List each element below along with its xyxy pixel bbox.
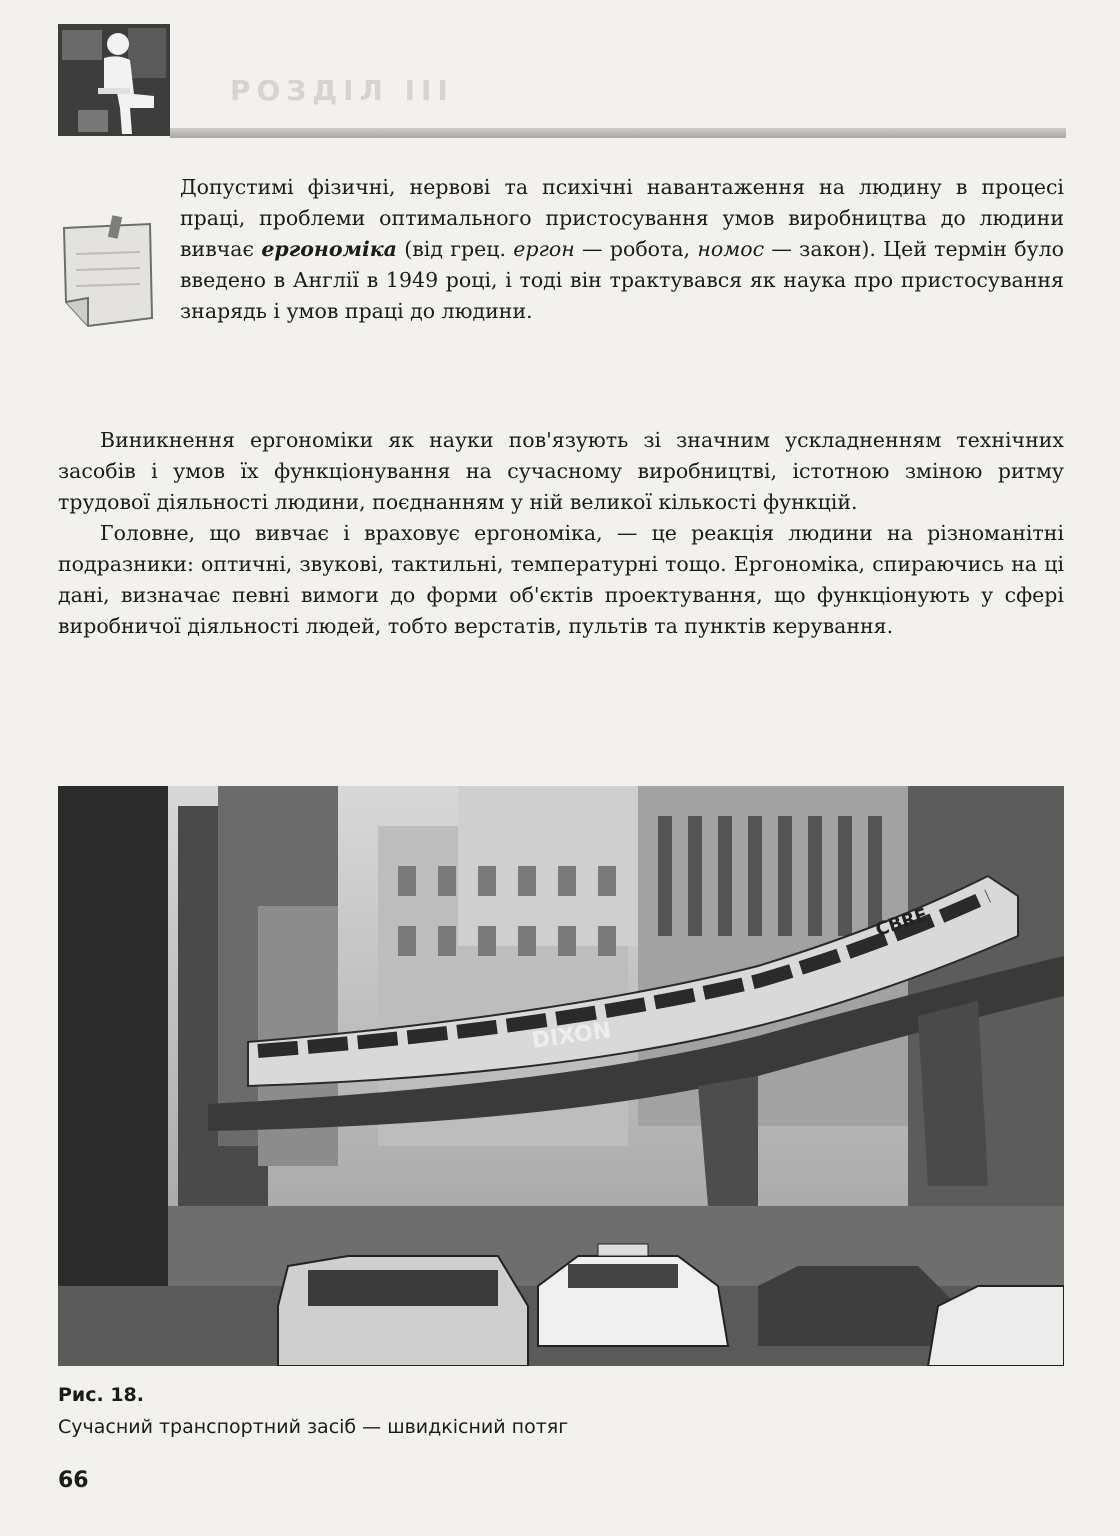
term-ergonomics: ергономіка: [261, 237, 397, 261]
greek-word-ergon: ергон: [513, 237, 575, 261]
definition-text-2: (від грец.: [396, 237, 514, 261]
header-divider: [170, 128, 1066, 138]
body-paragraph-2: Головне, що вивчає і враховує ергономіка, — це реакція людини на різноманітні подразники: оптичні, звукові, тактильні, температурні тощо. Ергономіка, спираючись на ці дані, визначає певні вимоги до форми об'єктів проектування, що функціонують у сфері виробничої діяльності людей, тобто верстатів, пультів та пунктів керування.: [58, 521, 1064, 638]
section-title: РОЗДІЛ ІІІ: [230, 74, 454, 107]
definition-paragraph: [180, 172, 1064, 327]
definition-text-3: — робота,: [574, 237, 698, 261]
figure-number: Рис. 18.: [58, 1384, 144, 1406]
page-number: 66: [58, 1468, 89, 1493]
monorail-photo: [58, 786, 1064, 1366]
greek-word-nomos: номос: [697, 237, 765, 261]
monorail-illustration: [58, 786, 1064, 1366]
train-ad-cbre: CBRE: [873, 904, 931, 941]
main-text: [58, 425, 1064, 642]
seated-person-icon: [58, 24, 170, 136]
pinned-note-icon: [58, 214, 158, 330]
train-ad-dixon: DIXON: [530, 1018, 613, 1054]
definition-text-1: Допустимі фізичні, нервові та психічні навантаження на людину в процесі праці, проблеми оптимального пристосування умов виробництва до людини вивчає: [180, 175, 1064, 261]
figure-caption: Сучасний транспортний засіб — швидкісний потяг: [58, 1416, 569, 1438]
definition-text-4: — закон). Цей термін було введено в Англії в 1949 році, і тоді він трактувався як наука про пристосування знарядь і умов праці до людини.: [180, 237, 1065, 323]
section-header-image: [58, 24, 170, 136]
body-paragraph-1: Виникнення ергономіки як науки пов'язують зі значним ускладненням технічних засобів і умов їх функціонування на сучасному виробництві, істотною зміною ритму трудової діяльності людини, поєднанням у ній великої кількості функцій.: [58, 428, 1064, 514]
